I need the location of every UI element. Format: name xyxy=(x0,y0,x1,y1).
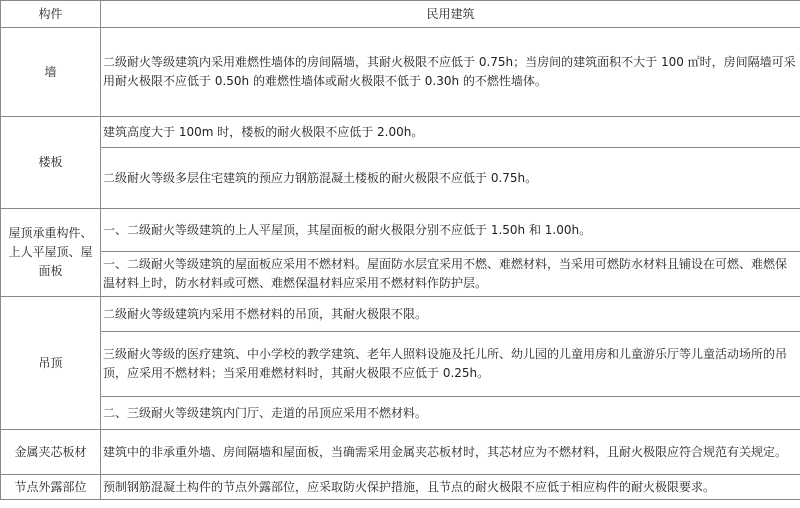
table-row xyxy=(1,148,800,209)
component-joint-exposed: 节点外露部位 xyxy=(1,475,101,500)
component-wall: 墙 xyxy=(1,28,101,117)
header-row xyxy=(1,1,800,28)
requirement-cell: 二级耐火等级建筑内采用不燃材料的吊顶，其耐火极限不限。 xyxy=(101,297,800,332)
table-row xyxy=(1,297,800,332)
header-civil-building: 民用建筑 xyxy=(101,1,800,28)
requirement-cell: 二级耐火等级多层住宅建筑的预应力钢筋混凝土楼板的耐火极限不应低于 0.75h。 xyxy=(101,148,800,209)
table-row xyxy=(1,209,800,252)
table-row xyxy=(1,252,800,297)
requirement-cell: 一、二级耐火等级建筑的屋面板应采用不燃材料。屋面防水层宜采用不燃、难燃材料，当采用可燃防水材料且铺设在可燃、难燃保温材料上时，防水材料或可燃、难燃保温材料应采用不燃材料作防护层。 xyxy=(101,252,800,297)
requirement-cell: 三级耐火等级的医疗建筑、中小学校的教学建筑、老年人照料设施及托儿所、幼儿园的儿童用房和儿童游乐厅等儿童活动场所的吊顶，应采用不燃材料；当采用难燃材料时，其耐火极限不应低于 0.25h。 xyxy=(101,332,800,397)
table-row xyxy=(1,28,800,117)
requirement-cell: 建筑中的非承重外墙、房间隔墙和屋面板，当确需采用金属夹芯板材时，其芯材应为不燃材料，且耐火极限应符合规范有关规定。 xyxy=(101,430,800,475)
component-floor-slab: 楼板 xyxy=(1,117,101,209)
table-row xyxy=(1,430,800,475)
header-component: 构件 xyxy=(1,1,101,28)
component-metal-sandwich-panel: 金属夹芯板材 xyxy=(1,430,101,475)
requirement-cell: 建筑高度大于 100m 时，楼板的耐火极限不应低于 2.00h。 xyxy=(101,117,800,148)
component-roof: 屋顶承重构件、上人平屋顶、屋面板 xyxy=(1,209,101,297)
table-row xyxy=(1,332,800,397)
table-row xyxy=(1,117,800,148)
requirement-cell: 二、三级耐火等级建筑内门厅、走道的吊顶应采用不燃材料。 xyxy=(101,397,800,430)
requirement-cell: 一、二级耐火等级建筑的上人平屋顶，其屋面板的耐火极限分别不应低于 1.50h 和 1.00h。 xyxy=(101,209,800,252)
requirement-cell: 预制钢筋混凝土构件的节点外露部位，应采取防火保护措施，且节点的耐火极限不应低于相应构件的耐火极限要求。 xyxy=(101,475,800,500)
table-row xyxy=(1,397,800,430)
table-row xyxy=(1,475,800,500)
component-ceiling: 吊顶 xyxy=(1,297,101,430)
requirement-cell: 二级耐火等级建筑内采用难燃性墙体的房间隔墙，其耐火极限不应低于 0.75h；当房间的建筑面积不大于 100 ㎡时，房间隔墙可采用耐火极限不应低于 0.50h 的难燃性墙体或耐火极限不低于 0.30h 的不燃性墙体。 xyxy=(101,28,800,117)
